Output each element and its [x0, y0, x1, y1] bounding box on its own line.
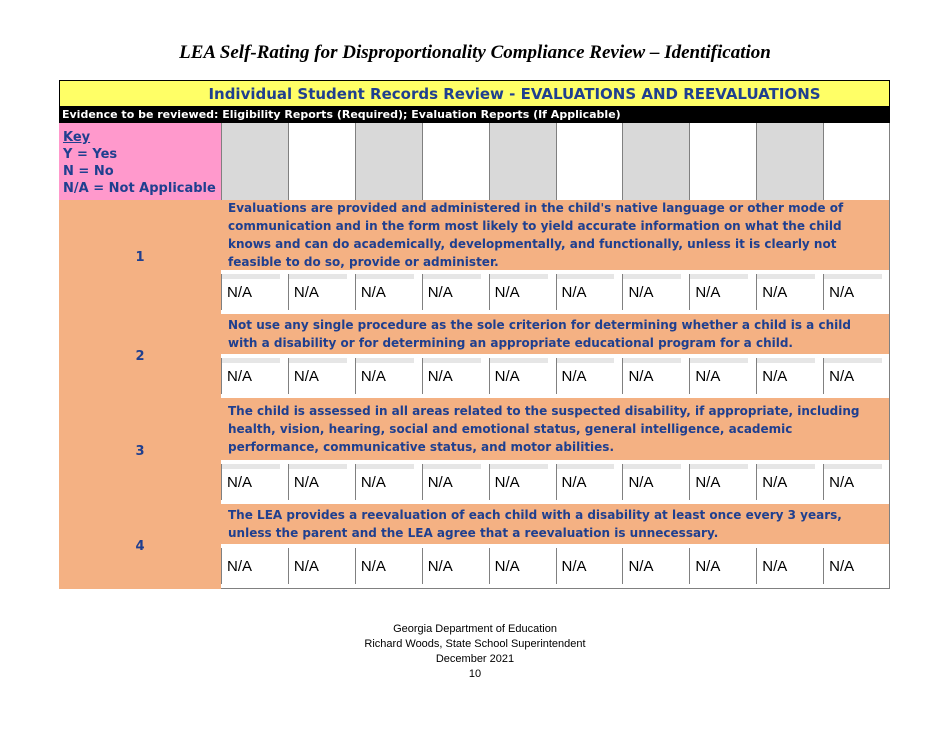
key-box-2 — [288, 123, 355, 200]
answer-row — [221, 354, 890, 398]
answer-cell[interactable]: N/A — [422, 354, 489, 398]
answer-cell[interactable]: N/A — [489, 354, 556, 398]
criterion-number: 2 — [59, 314, 221, 398]
key-box-9 — [756, 123, 823, 200]
answer-cell[interactable]: N/A — [422, 460, 489, 504]
document-title: LEA Self-Rating for Disproportionality Compliance Review – Identification — [179, 42, 771, 63]
answer-cell[interactable]: N/A — [756, 270, 823, 314]
answer-cell[interactable]: N/A — [689, 354, 756, 398]
criterion-body — [221, 200, 890, 314]
answer-row — [221, 544, 890, 589]
criterion-number: 4 — [59, 504, 221, 589]
answer-cell[interactable]: N/A — [556, 460, 623, 504]
key-na: N/A = Not Applicable — [63, 181, 216, 196]
answer-cell[interactable]: N/A — [489, 544, 556, 588]
table-grid — [59, 123, 890, 589]
criterion-text: Evaluations are provided and administered in the child's native language or other mode of communication and in the form most likely to yield accurate information on what the child knows and can do academically, developmentally, and functionally, unless it is clearly not feasible to do so, provide or administer. — [221, 200, 890, 270]
answer-cell[interactable]: N/A — [489, 270, 556, 314]
answer-cell[interactable]: N/A — [556, 544, 623, 588]
key-box-6 — [556, 123, 623, 200]
answer-cell[interactable]: N/A — [422, 270, 489, 314]
answer-cell[interactable]: N/A — [823, 354, 890, 398]
key-heading: Key — [63, 130, 91, 145]
answer-cell[interactable]: N/A — [221, 270, 288, 314]
key-box-3 — [355, 123, 422, 200]
key-box-7 — [622, 123, 689, 200]
answer-cell[interactable]: N/A — [622, 544, 689, 588]
criterion-number: 1 — [59, 200, 221, 314]
answer-cell[interactable]: N/A — [221, 354, 288, 398]
answer-cell[interactable]: N/A — [556, 270, 623, 314]
table-right-border — [889, 123, 890, 589]
criterion-body — [221, 314, 890, 398]
footer-superintendent: Richard Woods, State School Superintendent — [364, 638, 586, 650]
key-box-8 — [689, 123, 756, 200]
key-box-5 — [489, 123, 556, 200]
criterion-item-1 — [59, 200, 890, 314]
answer-cell[interactable]: N/A — [489, 460, 556, 504]
page-footer — [0, 622, 950, 682]
answer-cell[interactable]: N/A — [622, 460, 689, 504]
answer-cell[interactable]: N/A — [288, 460, 355, 504]
footer-org: Georgia Department of Education — [393, 623, 557, 635]
key-row — [59, 123, 890, 200]
answer-row — [221, 270, 890, 314]
key-box-10 — [823, 123, 890, 200]
answer-cell[interactable]: N/A — [823, 544, 890, 588]
answer-cell[interactable]: N/A — [355, 460, 422, 504]
answer-cell[interactable]: N/A — [689, 270, 756, 314]
answer-cell[interactable]: N/A — [823, 460, 890, 504]
key-box-4 — [422, 123, 489, 200]
footer-page-number: 10 — [468, 668, 482, 680]
review-table — [59, 80, 890, 589]
criteria-items — [59, 200, 890, 589]
answer-cell[interactable]: N/A — [288, 270, 355, 314]
answer-cell[interactable]: N/A — [622, 354, 689, 398]
criterion-text: The LEA provides a reevaluation of each child with a disability at least once every 3 years, unless the parent and the LEA agree that a reevaluation is unnecessary. — [221, 504, 890, 544]
key-no: N = No — [63, 164, 114, 179]
answer-cell[interactable]: N/A — [221, 544, 288, 588]
footer-date: December 2021 — [435, 653, 515, 665]
answer-cell[interactable]: N/A — [823, 270, 890, 314]
evidence-line: Evidence to be reviewed: Eligibility Reports (Required); Evaluation Reports (If Applicable) — [59, 107, 890, 123]
key-yes: Y = Yes — [63, 147, 118, 162]
criterion-item-4 — [59, 504, 890, 589]
answer-cell[interactable]: N/A — [355, 354, 422, 398]
answer-cell[interactable]: N/A — [221, 460, 288, 504]
criterion-text: The child is assessed in all areas related to the suspected disability, if appropriate, including health, vision, hearing, social and emotional status, general intelligence, academic performance, communicative status, and motor abilities. — [221, 398, 890, 460]
criterion-body — [221, 398, 890, 504]
answer-cell[interactable]: N/A — [689, 460, 756, 504]
answer-cell[interactable]: N/A — [756, 460, 823, 504]
answer-cell[interactable]: N/A — [355, 270, 422, 314]
answer-cell[interactable]: N/A — [288, 354, 355, 398]
answer-cell[interactable]: N/A — [355, 544, 422, 588]
answer-cell[interactable]: N/A — [689, 544, 756, 588]
table-banner: Individual Student Records Review - EVALUATIONS AND REEVALUATIONS — [59, 80, 890, 107]
key-boxes — [221, 123, 890, 200]
key-box-1 — [221, 123, 288, 200]
answer-cell[interactable]: N/A — [756, 544, 823, 588]
criterion-text: Not use any single procedure as the sole criterion for determining whether a child is a child with a disability or for determining an appropriate educational program for a child. — [221, 314, 890, 354]
criterion-number: 3 — [59, 398, 221, 504]
answer-cell[interactable]: N/A — [622, 270, 689, 314]
key-legend — [59, 123, 221, 200]
answer-cell[interactable]: N/A — [422, 544, 489, 588]
criterion-item-2 — [59, 314, 890, 398]
answer-row — [221, 460, 890, 504]
criterion-item-3 — [59, 398, 890, 504]
answer-cell[interactable]: N/A — [756, 354, 823, 398]
answer-cell[interactable]: N/A — [288, 544, 355, 588]
criterion-body — [221, 504, 890, 589]
answer-cell[interactable]: N/A — [556, 354, 623, 398]
